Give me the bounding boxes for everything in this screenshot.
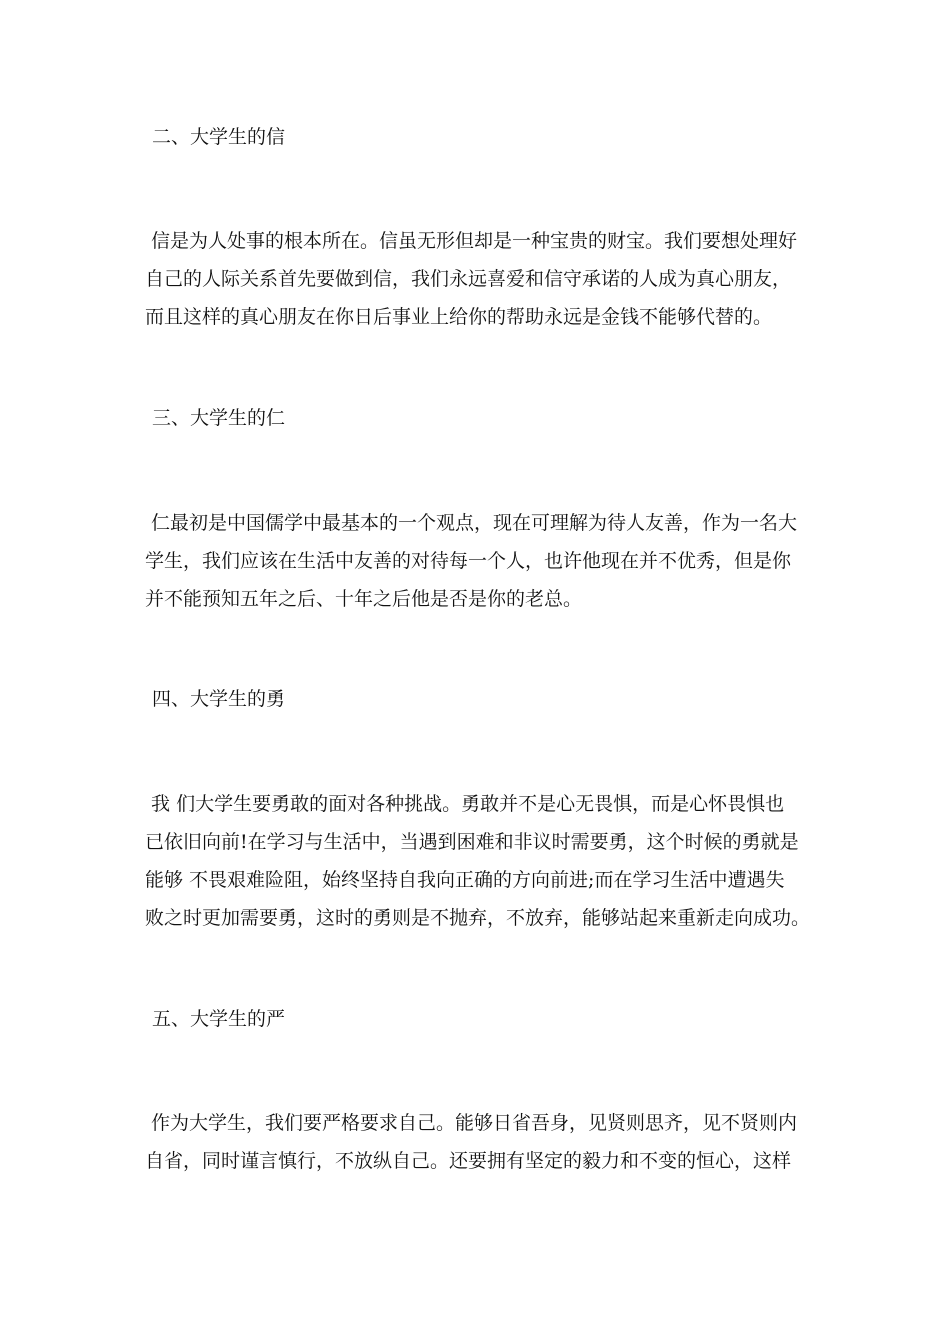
paragraph-line: 而且这样的真心朋友在你日后事业上给你的帮助永远是金钱不能够代替的。 (145, 306, 773, 328)
paragraph-line: 自省，同时谨言慎行，不放纵自己。还要拥有坚定的毅力和不变的恒心，这样 (145, 1150, 792, 1172)
paragraph-line: 已依旧向前!在学习与生活中，当遇到困难和非议时需要勇，这个时候的勇就是 (145, 831, 799, 853)
section-heading-yong: 四、大学生的勇 (152, 688, 286, 710)
paragraph-line: 自己的人际关系首先要做到信，我们永远喜爱和信守承诺的人成为真心朋友， (145, 268, 792, 290)
paragraph-line: 信是为人处事的根本所在。信虽无形但却是一种宝贵的财宝。我们要想处理好 (145, 230, 798, 252)
paragraph-line: 仁最初是中国儒学中最基本的一个观点，现在可理解为待人友善，作为一名大 (145, 512, 798, 534)
paragraph-line: 作为大学生，我们要严格要求自己。能够日省吾身，见贤则思齐，见不贤则内 (145, 1112, 798, 1134)
paragraph-line: 能够 不畏艰难险阻，始终坚持自我向正确的方向前进;而在学习生活中遭遇失 (145, 869, 785, 891)
paragraph-line: 并不能预知五年之后、十年之后他是否是你的老总。 (145, 588, 583, 610)
paragraph-xin (145, 222, 815, 336)
paragraph-ren (145, 504, 815, 618)
paragraph-yong (145, 785, 815, 937)
section-heading-xin: 二、大学生的信 (152, 126, 286, 148)
section-heading-yan: 五、大学生的严 (152, 1008, 286, 1030)
section-heading-ren: 三、大学生的仁 (152, 407, 286, 429)
paragraph-line: 我 们大学生要勇敢的面对各种挑战。勇敢并不是心无畏惧，而是心怀畏惧也 (145, 793, 785, 815)
paragraph-line: 学生，我们应该在生活中友善的对待每一个人，也许他现在并不优秀，但是你 (145, 550, 792, 572)
paragraph-line: 败之时更加需要勇，这时的勇则是不抛弃，不放弃，能够站起来重新走向成功。 (145, 907, 811, 929)
paragraph-yan (145, 1104, 815, 1180)
